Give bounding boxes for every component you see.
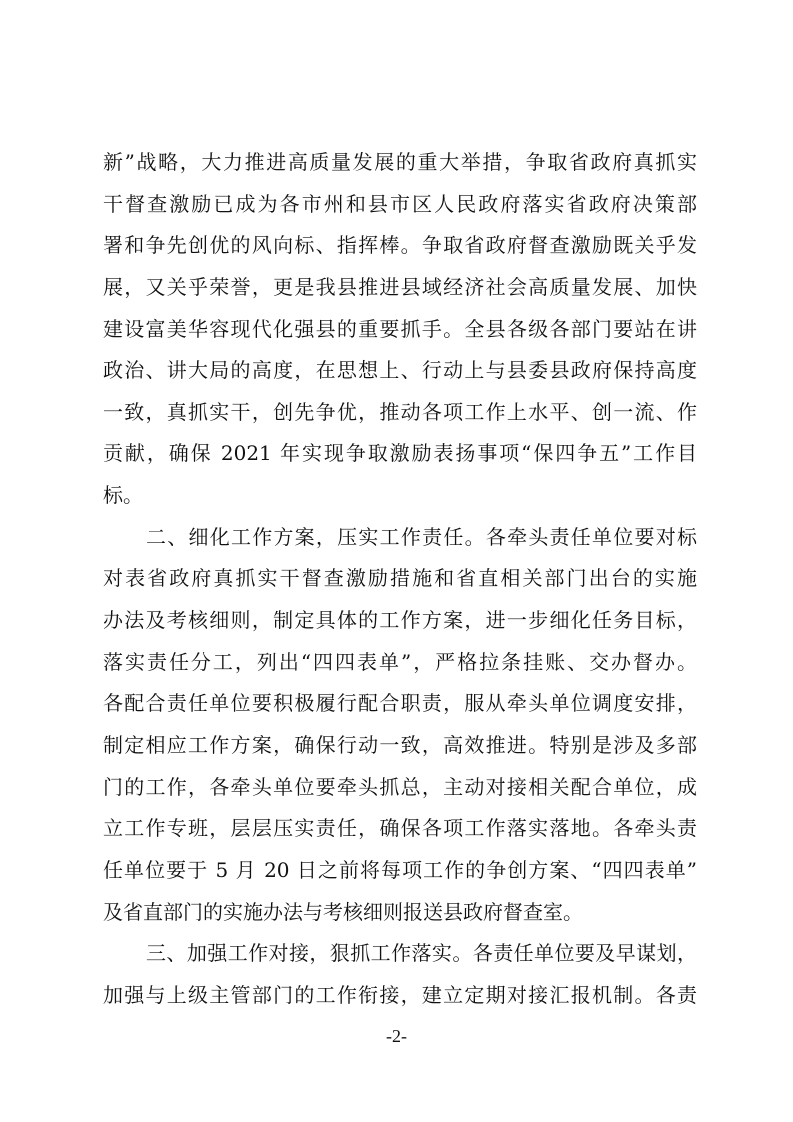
text-line: 加强与上级主管部门的工作衔接，建立定期对接汇报机制。各责 [103, 982, 697, 1007]
section-heading-line: 三、加强工作对接，狠抓工作落实。各责任单位要及早谋划， [146, 941, 697, 966]
text-line: 立工作专班，层层压实责任，确保各项工作落实落地。各牵头责 [103, 816, 697, 841]
document-body [103, 142, 697, 1016]
paragraph-section-2 [103, 517, 697, 933]
text-line: 一致，真抓实干，创先争优，推动各项工作上水平、创一流、作 [103, 399, 697, 424]
section-heading-line: 二、细化工作方案，压实工作责任。各牵头责任单位要对标 [146, 524, 697, 549]
page-number: -2- [386, 1026, 407, 1046]
text-line: 各配合责任单位要积极履行配合职责，服从牵头单位调度安排， [103, 691, 697, 716]
text-line: 办法及考核细则，制定具体的工作方案，进一步细化任务目标， [103, 608, 697, 633]
paragraph-continued [103, 142, 697, 517]
paragraph-section-3 [103, 933, 697, 1016]
text-line: 制定相应工作方案，确保行动一致，高效推进。特别是涉及多部 [103, 732, 697, 757]
text-line: 任单位要于 5 月 20 日之前将每项工作的争创方案、“四四表单” [103, 857, 697, 882]
text-line: 新”战略，大力推进高质量发展的重大举措，争取省政府真抓实 [103, 150, 697, 174]
text-line: 贡献，确保 2021 年实现争取激励表扬事项“保四争五”工作目 [103, 441, 697, 466]
text-line: 标。 [103, 483, 143, 508]
text-line: 门的工作，各牵头单位要牵头抓总，主动对接相关配合单位，成 [103, 774, 697, 799]
text-line: 署和争先创优的风向标、指挥棒。争取省政府督查激励既关乎发 [103, 233, 697, 258]
text-line: 政治、讲大局的高度，在思想上、行动上与县委县政府保持高度 [103, 358, 697, 383]
text-line: 对表省政府真抓实干督查激励措施和省直相关部门出台的实施 [103, 566, 697, 591]
text-line: 及省直部门的实施办法与考核细则报送县政府督查室。 [103, 899, 583, 924]
text-line: 干督查激励已成为各市州和县市区人民政府落实省政府决策部 [103, 191, 697, 216]
text-line: 展，又关乎荣誉，更是我县推进县域经济社会高质量发展、加快 [103, 274, 697, 299]
text-line: 落实责任分工，列出“四四表单”，严格拉条挂账、交办督办。 [103, 649, 697, 674]
text-line: 建设富美华容现代化强县的重要抓手。全县各级各部门要站在讲 [103, 316, 697, 341]
